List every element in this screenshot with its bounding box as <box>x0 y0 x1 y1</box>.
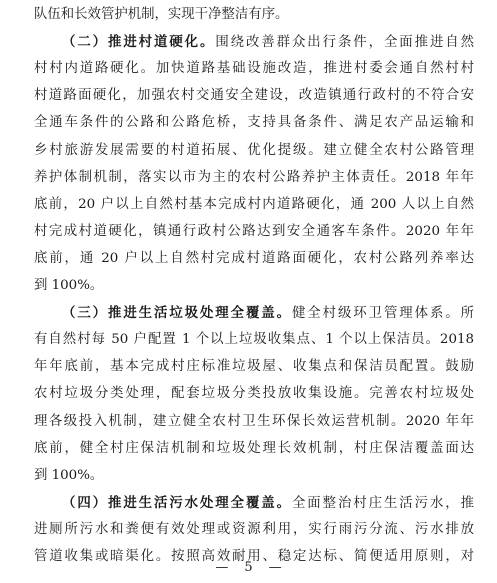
paragraph-line: 养护体制机制，落实以市为主的农村公路养护主体责任。2018 年年 <box>34 169 474 185</box>
paragraph-line: 村村内道路硬化。加快道路基础设施改造，推进村委会通自然村村 <box>34 61 474 77</box>
paragraph-line: 到 100%。 <box>34 467 104 483</box>
footer-dash-left: — <box>215 560 229 575</box>
paragraph-line: 村道路面硬化，加强农村交通安全建设，改造镇通行政村的不符合安 <box>34 88 474 104</box>
paragraph-line: 管道收集或暗渠化。按照高效耐用、稳定达标、简便适用原则，对 <box>34 549 474 564</box>
section-heading: （四）推进生活污水处理全覆盖。 <box>62 494 292 511</box>
paragraph-line: 农村垃圾分类处理，配套垃圾分类投放收集设施。完善农村垃圾处 <box>34 386 474 402</box>
paragraph-line: 理各级投入机制，建立健全农村卫生环保长效运营机制。2020 年年 <box>34 413 474 429</box>
section-heading: （三）推进生活垃圾处理全覆盖。 <box>62 305 292 322</box>
paragraph-text: 围绕改善群众出行条件，全面推进自然 <box>215 35 474 51</box>
paragraph-first-line <box>62 33 474 52</box>
paragraph-line: 底前，健全村庄保洁机制和垃圾处理长效机制，村庄保洁覆盖面达 <box>34 440 474 456</box>
paragraph-line: 进厕所污水和粪便有效处理或资源利用，实行雨污分流、污水排放 <box>34 521 474 537</box>
paragraph-text: 全面整治村庄生活污水，推 <box>291 495 474 511</box>
paragraph-line: 全通车条件的公路和公路危桥，支持具备条件、满足农产品运输和 <box>34 115 474 131</box>
paragraph-line: 底前，20 户以上自然村基本完成村内道路硬化，通 200 人以上自然 <box>34 196 474 212</box>
paragraph-line: 有自然村每 50 户配置 1 个以上垃圾收集点、1 个以上保洁员。2018 <box>34 332 474 348</box>
paragraph-line: 乡村旅游发展需要的村道拓展、优化提级。建立健全农村公路管理 <box>34 142 474 158</box>
paragraph-line: 到 100%。 <box>34 278 104 293</box>
paragraph-line: 队伍和长效管护机制，实现干净整洁有序。 <box>34 7 289 22</box>
section-heading: （二）推进村道硬化。 <box>62 34 216 51</box>
page-number: 5 <box>244 560 253 575</box>
paragraph-line: 村完成村道硬化，镇通行政村公路达到安全通客车条件。2020 年年 <box>34 223 474 239</box>
paragraph-text: 健全村级环卫管理体系。所 <box>291 306 474 322</box>
paragraph-first-line <box>62 304 474 323</box>
paragraph-line: 年年底前，基本完成村庄标准垃圾屋、收集点和保洁员配置。鼓励 <box>34 359 474 375</box>
paragraph-line: 底前，通 20 户以上自然村完成村道路面硬化，农村公路列养率达 <box>34 250 474 266</box>
paragraph-first-line <box>62 494 474 513</box>
footer-dash-right: — <box>268 560 282 575</box>
page-number-footer <box>0 560 497 576</box>
